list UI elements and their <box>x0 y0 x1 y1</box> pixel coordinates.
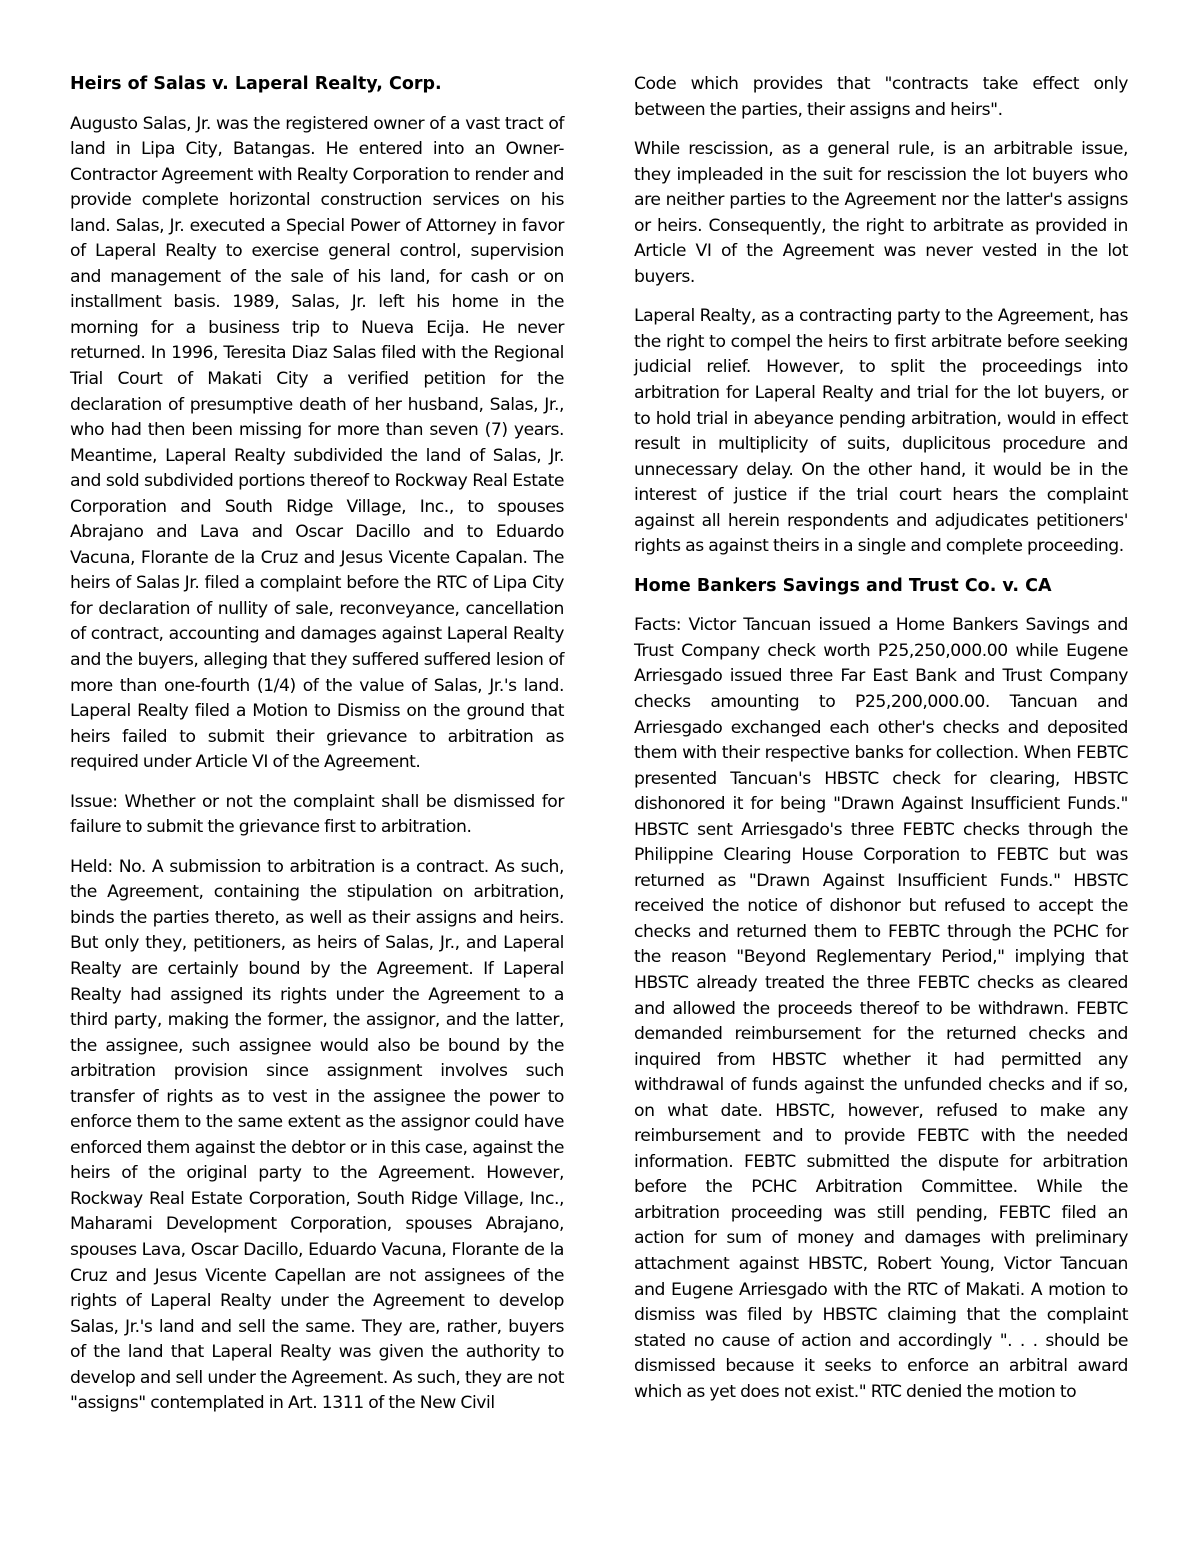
case-facts-paragraph: Augusto Salas, Jr. was the registered owner of a vast tract of land in Lipa City, Batangas. He entered into an Owner-Contractor Agreement with Realty Corporation to render and provide complete horizontal construction services on his land. Salas, Jr. executed a Special Power of Attorney in favor of Laperal Realty to exercise general control, supervision and management of the sale of his land, for cash or on installment basis. 1989, Salas, Jr. left his home in the morning for a business trip to Nueva Ecija. He never returned. In 1996, Teresita Diaz Salas filed with the Regional Trial Court of Makati City a verified petition for the declaration of presumptive death of her husband, Salas, Jr., who had then been missing for more than seven (7) years. Meantime, Laperal Realty subdivided the land of Salas, Jr. and sold subdivided portions thereof to Rockway Real Estate Corporation and South Ridge Village, Inc., to spouses Abrajano and Lava and Oscar Dacillo and to Eduardo Vacuna, Florante de la Cruz and Jesus Vicente Capalan. The heirs of Salas Jr. filed a complaint before the RTC of Lipa City for declaration of nullity of sale, reconveyance, cancellation of contract, accounting and damages against Laperal Realty and the buyers, alleging that they suffered suffered lesion of more than one-fourth (1/4) of the value of Salas, Jr.'s land. Laperal Realty filed a Motion to Dismiss on the ground that heirs failed to submit their grievance to arbitration as required under Article VI of the Agreement. <box>70 113 564 773</box>
right-column <box>634 72 1128 1419</box>
case-held-continuation-paragraph: Code which provides that "contracts take effect only between the parties, their assigns and heirs". <box>634 74 1128 120</box>
case-rescission-paragraph: While rescission, as a general rule, is an arbitrable issue, they impleaded in the suit for rescission the lot buyers who are neither parties to the Agreement nor the latter's assigns or heirs. Consequently, the right to arbitrate as provided in Article VI of the Agreement was never vested in the lot buyers. <box>634 139 1128 287</box>
case-held-paragraph: Held: No. A submission to arbitration is a contract. As such, the Agreement, containing the stipulation on arbitration, binds the parties thereto, as well as their assigns and heirs. But only they, petitioners, as heirs of Salas, Jr., and Laperal Realty are certainly bound by the Agreement. If Laperal Realty had assigned its rights under the Agreement to a third party, making the former, the assignor, and the latter, the assignee, such assignee would also be bound by the arbitration provision since assignment involves such transfer of rights as to vest in the assignee the power to enforce them to the same extent as the assignor could have enforced them against the debtor or in this case, against the heirs of the original party to the Agreement. However, Rockway Real Estate Corporation, South Ridge Village, Inc., Maharami Development Corporation, spouses Abrajano, spouses Lava, Oscar Dacillo, Eduardo Vacuna, Florante de la Cruz and Jesus Vicente Capellan are not assignees of the rights of Laperal Realty under the Agreement to develop Salas, Jr.'s land and sell the same. They are, rather, buyers of the land that Laperal Realty was given the authority to develop and sell under the Agreement. As such, they are not "assigns" contemplated in Art. 1311 of the New Civil <box>70 856 564 1414</box>
case2-facts-paragraph: Facts: Victor Tancuan issued a Home Bankers Savings and Trust Company check worth P25,250,000.00 while Eugene Arriesgado issued three Far East Bank and Trust Company checks amounting to P25,200,000.00. Tancuan and Arriesgado exchanged each other's checks and deposited them with their respective banks for collection. When FEBTC presented Tancuan's HBSTC check for clearing, HBSTC dishonored it for being "Drawn Against Insufficient Funds." HBSTC sent Arriesgado's three FEBTC checks through the Philippine Clearing House Corporation to FEBTC but was returned as "Drawn Against Insufficient Funds." HBSTC received the notice of dishonor but refused to accept the checks and returned them to FEBTC through the PCHC for the reason "Beyond Reglementary Period," implying that HBSTC already treated the three FEBTC checks as cleared and allowed the proceeds thereof to be withdrawn. FEBTC demanded reimbursement for the returned checks and inquired from HBSTC whether it had permitted any withdrawal of funds against the unfunded checks and if so, on what date. HBSTC, however, refused to make any reimbursement and to provide FEBTC with the needed information. FEBTC submitted the dispute for arbitration before the PCHC Arbitration Committee. While the arbitration proceeding was still pending, FEBTC filed an action for sum of money and damages with preliminary attachment against HBSTC, Robert Young, Victor Tancuan and Eugene Arriesgado with the RTC of Makati. A motion to dismiss was filed by HBSTC claiming that the complaint stated no cause of action and accordingly ". . . should be dismissed because it seeks to enforce an arbitral award which as yet does not exist." RTC denied the motion to <box>634 615 1128 1402</box>
case-title-home-bankers: Home Bankers Savings and Trust Co. v. CA <box>634 575 1052 596</box>
left-column <box>70 72 564 1431</box>
case-issue-paragraph: Issue: Whether or not the complaint shall be dismissed for failure to submit the grievance first to arbitration. <box>70 791 564 838</box>
case-title-heirs-of-salas: Heirs of Salas v. Laperal Realty, Corp. <box>70 74 442 94</box>
case-conclusion-paragraph: Laperal Realty, as a contracting party to the Agreement, has the right to compel the heirs to first arbitrate before seeking judicial relief. However, to split the proceedings into arbitration for Laperal Realty and trial for the lot buyers, or to hold trial in abeyance pending arbitration, would in effect result in multiplicity of suits, duplicitous procedure and unnecessary delay. On the other hand, it would be in the interest of justice if the trial court hears the complaint against all herein respondents and adjudicates petitioners' rights as against theirs in a single and complete proceeding. <box>634 306 1128 557</box>
